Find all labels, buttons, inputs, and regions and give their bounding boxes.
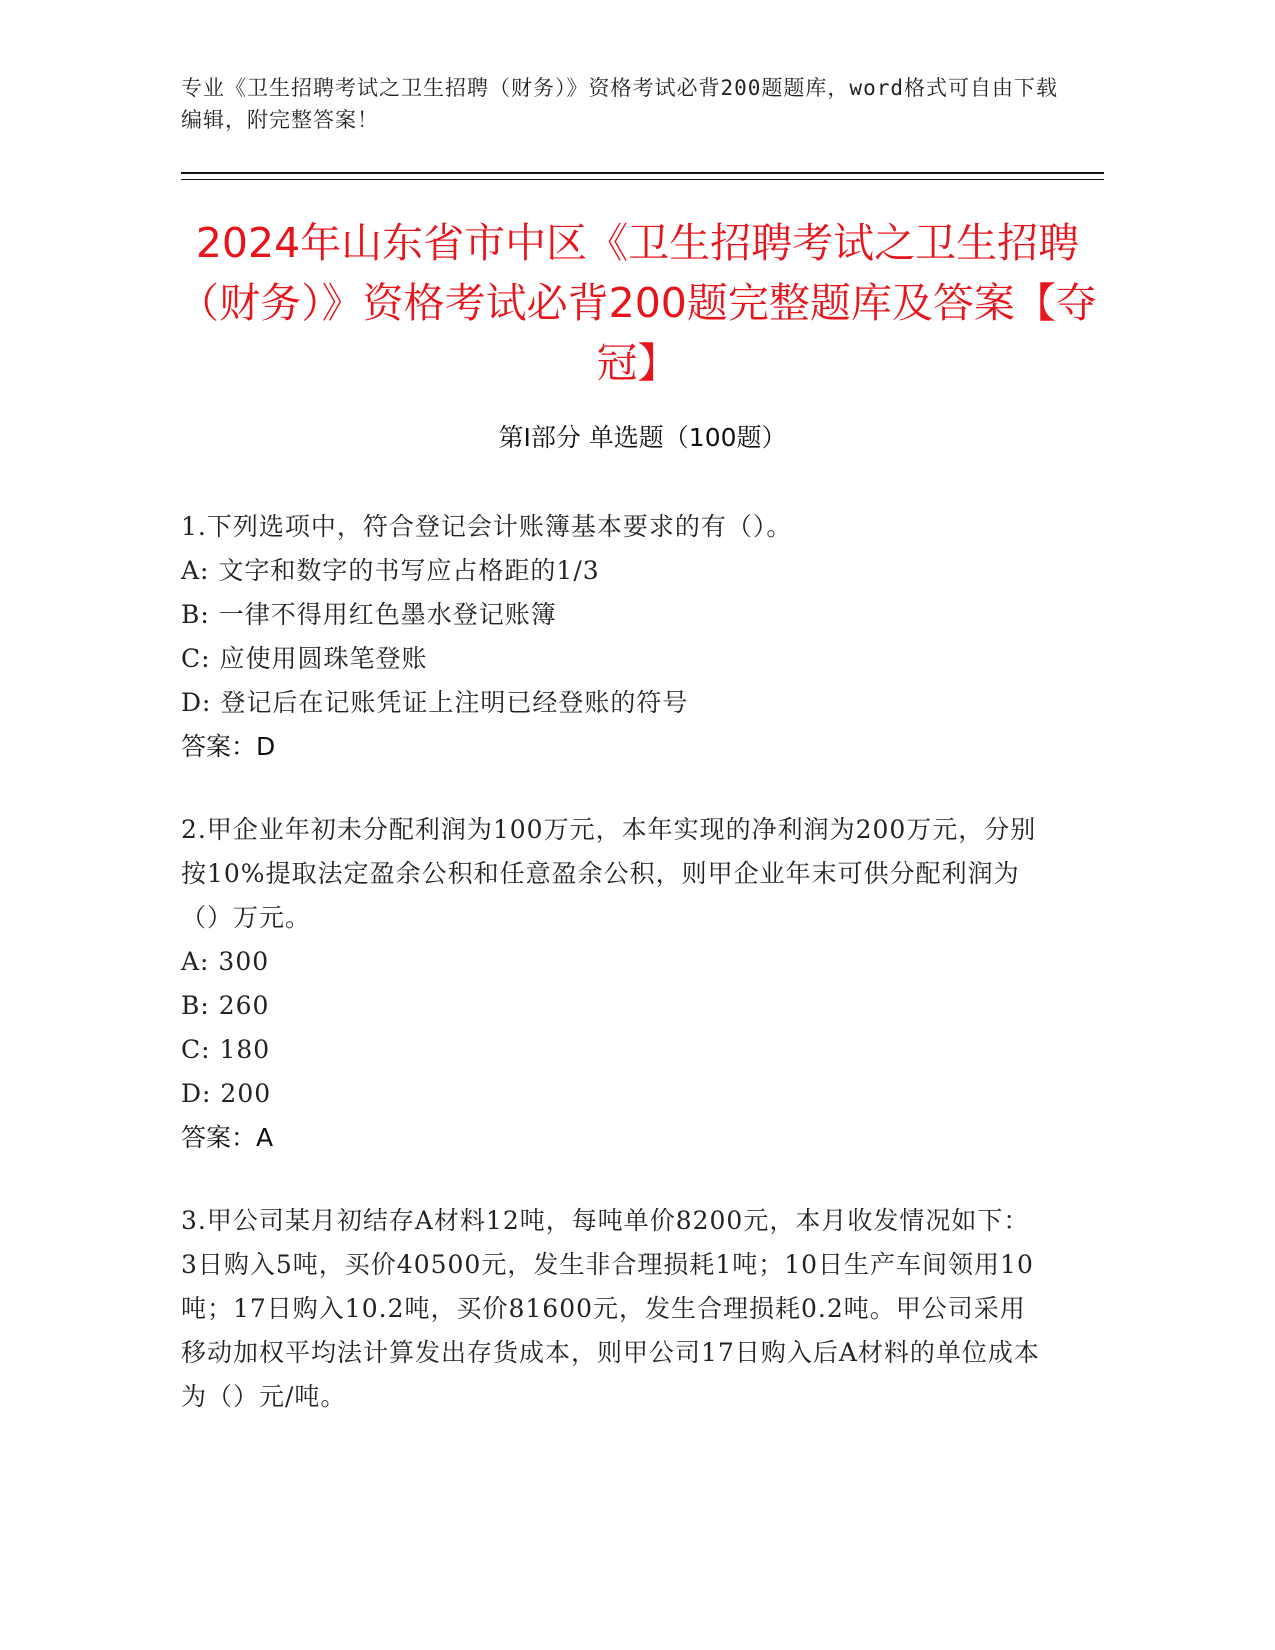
option-a: A: 文字和数字的书写应占格距的1/3 <box>181 556 600 585</box>
question-1 <box>181 505 1041 769</box>
section-heading: 第I部分 单选题（100题） <box>498 423 787 452</box>
option-c: C: 应使用圆珠笔登账 <box>181 644 428 673</box>
answer: 答案：A <box>181 1123 274 1152</box>
option-d: D: 登记后在记账凭证上注明已经登账的符号 <box>181 688 689 717</box>
header-divider-thin <box>181 179 1104 180</box>
option-a: A: 300 <box>181 947 270 976</box>
option-b: B: 一律不得用红色墨水登记账簿 <box>181 600 557 629</box>
option-d: D: 200 <box>181 1079 272 1108</box>
question-stem: 2.甲企业年初未分配利润为100万元，本年实现的净利润为200万元，分别按10%提取法定盈余公积和任意盈余公积，则甲企业年末可供分配利润为（）万元。 <box>181 815 1037 932</box>
question-stem: 3.甲公司某月初结存A材料12吨，每吨单价8200元，本月收发情况如下：3日购入5吨，买价40500元，发生非合理损耗1吨；10日生产车间领用10吨；17日购入10.2吨，买价81600元，发生合理损耗0.2吨。甲公司采用移动加权平均法计算发出存货成本，则甲公司17日购入后A材料的单位成本为（）元/吨。 <box>181 1206 1040 1411</box>
option-b: B: 260 <box>181 991 270 1020</box>
document-title: 2024年山东省市中区《卫生招聘考试之卫生招聘（财务）》资格考试必背200题完整题库及答案【夺冠】 <box>178 219 1097 387</box>
question-3 <box>181 1199 1041 1419</box>
option-c: C: 180 <box>181 1035 271 1064</box>
question-2 <box>181 808 1041 1160</box>
header-note: 专业《卫生招聘考试之卫生招聘（财务）》资格考试必背200题题库，word格式可自由下载编辑，附完整答案！ <box>181 76 1058 132</box>
answer: 答案：D <box>181 732 276 761</box>
question-stem: 1.下列选项中，符合登记会计账簿基本要求的有（）。 <box>181 512 793 541</box>
header-divider-thick <box>181 172 1104 174</box>
